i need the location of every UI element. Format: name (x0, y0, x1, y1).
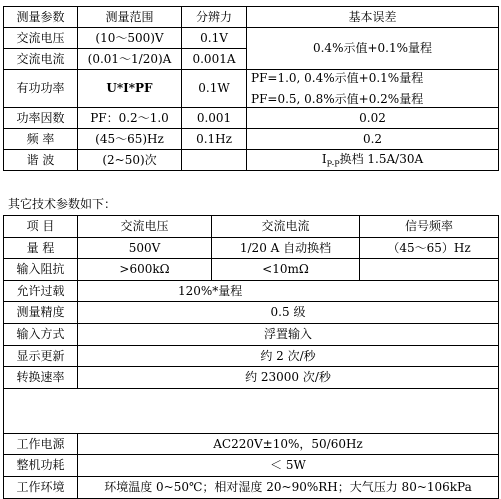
range-cell: (0.01～1/20)A (78, 49, 182, 70)
value-cell: ＜ 5W (78, 455, 499, 477)
resolution-cell: 0.001 (182, 108, 247, 129)
header-cell: 交流电流 (212, 216, 360, 238)
value-cell: 0.5 级 (78, 302, 499, 324)
table-row (4, 345, 499, 367)
param-cell: 交流电流 (4, 49, 78, 70)
error-subscript: P-P (326, 158, 340, 168)
error-line: PF=1.0, 0.4%示值+0.1%量程 (251, 71, 424, 86)
resolution-cell (182, 150, 247, 171)
measurement-spec-table (3, 6, 499, 171)
header-cell: 信号频率 (360, 216, 499, 238)
label-cell: 输入方式 (4, 323, 78, 345)
table-row (4, 455, 499, 477)
param-cell: 功率因数 (4, 108, 78, 129)
table-row (4, 108, 499, 129)
table-row (4, 28, 499, 49)
table-row (4, 280, 499, 302)
range-cell: PF：0.2～1.0 (78, 108, 182, 129)
label-cell: 显示更新 (4, 345, 78, 367)
table-row (4, 433, 499, 455)
range-cell: U*I*PF (78, 70, 182, 108)
label-cell: 测量精度 (4, 302, 78, 324)
resolution-cell: 0.1W (182, 70, 247, 108)
error-line: PF=0.5, 0.8%示值+0.2%量程 (251, 91, 424, 106)
label-cell: 整机功耗 (4, 455, 78, 477)
value-cell: <10mΩ (212, 259, 360, 281)
param-cell: 有功功率 (4, 70, 78, 108)
table-row (4, 70, 499, 108)
table-header-row (4, 7, 499, 28)
table-row (4, 129, 499, 150)
table-header-row (4, 216, 499, 238)
error-suffix: 换档 1.5A/30A (339, 151, 424, 166)
value-cell: AC220V±10%，50/60Hz (78, 433, 499, 455)
value-cell: （45～65）Hz (360, 237, 499, 259)
error-prefix: I (321, 151, 327, 166)
resolution-cell: 0.1V (182, 28, 247, 49)
param-cell: 交流电压 (4, 28, 78, 49)
label-cell: 转换速率 (4, 367, 78, 389)
value-cell: >600kΩ (78, 259, 212, 281)
header-cell: 测量参数 (4, 7, 78, 28)
param-cell: 谐 波 (4, 150, 78, 171)
value-cell: 约 2 次/秒 (78, 345, 499, 367)
range-cell: (10～500)V (78, 28, 182, 49)
header-cell: 交流电压 (78, 216, 212, 238)
value-cell: 500V (78, 237, 212, 259)
resolution-cell: 0.001A (182, 49, 247, 70)
header-cell: 测量范围 (78, 7, 182, 28)
value-cell: 环境温度 0~50℃；相对湿度 20~90%RH；大气压力 80~106kPa (78, 476, 499, 498)
label-cell: 允许过载 (4, 280, 78, 302)
table-row (4, 388, 499, 433)
table-row (4, 367, 499, 389)
error-cell (247, 150, 499, 171)
resolution-cell: 0.1Hz (182, 129, 247, 150)
label-cell: 输入阻抗 (4, 259, 78, 281)
error-cell: 0.2 (247, 129, 499, 150)
table-row (4, 476, 499, 498)
error-cell: 0.4%示值+0.1%量程 (247, 28, 499, 70)
other-params-title: 其它技术参数如下： (8, 197, 117, 211)
value-cell: 120%*量程 (78, 280, 499, 302)
param-cell: 频 率 (4, 129, 78, 150)
label-cell: 工作环境 (4, 476, 78, 498)
table-row (4, 150, 499, 171)
table-row (4, 237, 499, 259)
table-row (4, 259, 499, 281)
table-row (4, 302, 499, 324)
header-cell: 分辨力 (182, 7, 247, 28)
value-cell: 浮置输入 (78, 323, 499, 345)
empty-cell (360, 259, 499, 281)
header-cell: 基本误差 (247, 7, 499, 28)
label-cell: 工作电源 (4, 433, 78, 455)
empty-cell (4, 388, 499, 433)
error-cell (247, 70, 499, 108)
other-params-table (3, 215, 499, 499)
range-cell: (2~50)次 (78, 150, 182, 171)
label-cell: 量 程 (4, 237, 78, 259)
header-cell: 项 目 (4, 216, 78, 238)
range-cell: (45～65)Hz (78, 129, 182, 150)
value-cell: 1/20 A 自动换档 (212, 237, 360, 259)
table-row (4, 323, 499, 345)
error-cell: 0.02 (247, 108, 499, 129)
value-cell: 约 23000 次/秒 (78, 367, 499, 389)
